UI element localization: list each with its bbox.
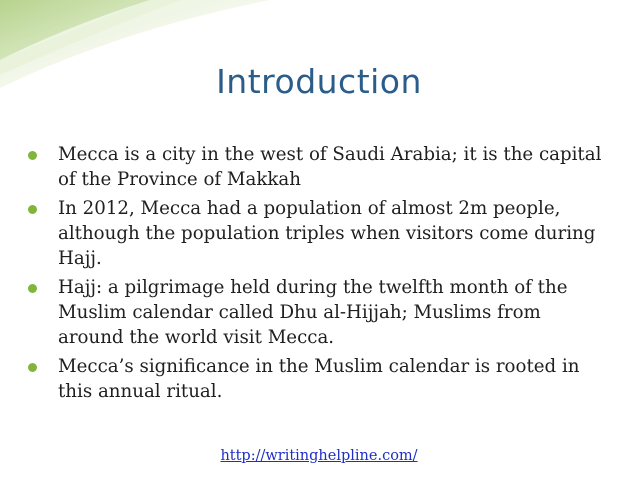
bullet-dot-icon (28, 284, 37, 293)
bullet-text: Hajj: a pilgrimage held during the twelfth month of the Muslim calendar called Dhu al-Hijjah; Muslims from around the world visit Mecca. (58, 277, 568, 348)
bullet-item (28, 142, 608, 192)
bullet-text: Mecca is a city in the west of Saudi Arabia; it is the capital of the Province of Makkah (58, 144, 602, 190)
bullet-text: In 2012, Mecca had a population of almost 2m people, although the population triples when visitors come during Hajj. (58, 198, 596, 269)
bullet-text: Mecca’s significance in the Muslim calendar is rooted in this annual ritual. (58, 356, 580, 402)
bullet-dot-icon (28, 363, 37, 372)
footer-link[interactable]: http://writinghelpline.com/ (220, 448, 418, 464)
bullet-dot-icon (28, 205, 37, 214)
bullet-item (28, 354, 608, 404)
bullet-list (28, 142, 608, 408)
slide-title: Introduction (216, 62, 422, 101)
bullet-dot-icon (28, 151, 37, 160)
bullet-item (28, 196, 608, 271)
bullet-item (28, 275, 608, 350)
